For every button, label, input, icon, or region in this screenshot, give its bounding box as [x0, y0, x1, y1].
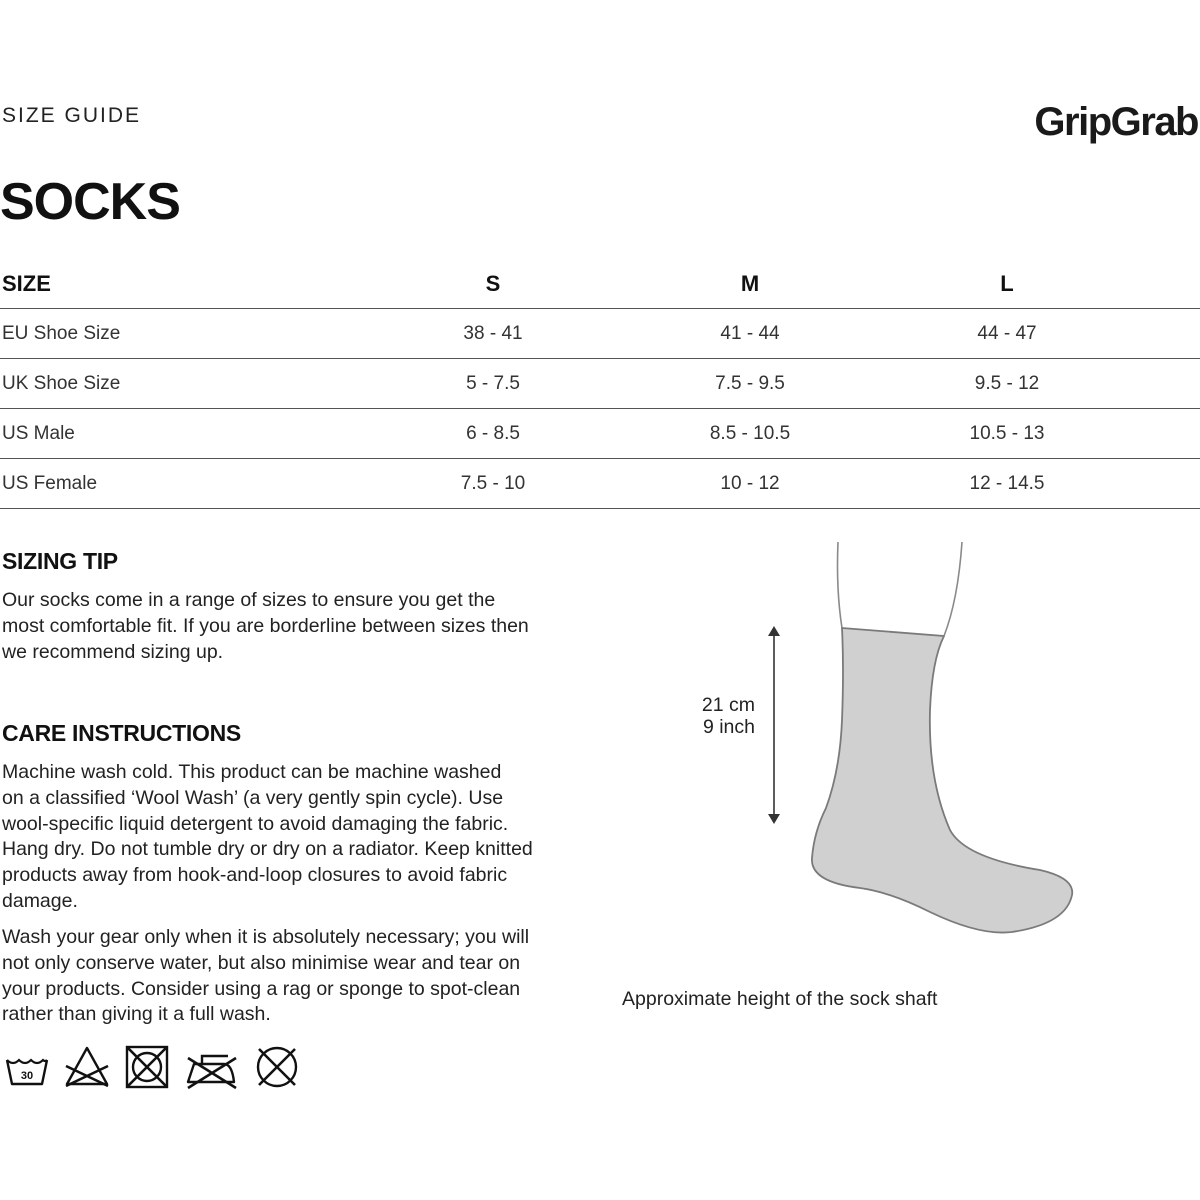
leg-outline-back	[838, 542, 843, 628]
leg-outline-front	[944, 542, 962, 636]
table-cell: 5 - 7.5	[367, 359, 619, 409]
table-cell: 6 - 8.5	[367, 409, 619, 459]
table-spacer	[1133, 359, 1200, 409]
text-line: products away from hook-and-loop closures to avoid fabric	[2, 864, 508, 887]
table-row	[0, 459, 1200, 509]
sock-illustration	[780, 540, 1090, 940]
table-cell: 12 - 14.5	[881, 459, 1133, 509]
do-not-dry-clean-icon	[254, 1044, 300, 1090]
table-cell: 8.5 - 10.5	[619, 409, 881, 459]
care-paragraph-2	[2, 925, 592, 1028]
size-guide-label: SIZE GUIDE	[2, 104, 142, 127]
table-spacer	[1133, 459, 1200, 509]
row-label: UK Shoe Size	[0, 359, 367, 409]
measurement-inch: 9 inch	[702, 716, 755, 738]
size-table	[0, 259, 1200, 509]
illustration-caption: Approximate height of the sock shaft	[622, 988, 938, 1010]
text-line: your products. Consider using a rag or sponge to spot-clean	[2, 977, 521, 1000]
table-spacer	[1133, 409, 1200, 459]
table-cell: 7.5 - 9.5	[619, 359, 881, 409]
table-cell: 38 - 41	[367, 309, 619, 359]
table-row	[0, 309, 1200, 359]
text-line: we recommend sizing up.	[2, 640, 224, 663]
table-row	[0, 359, 1200, 409]
height-arrow-icon	[762, 624, 786, 826]
care-paragraph-1	[2, 760, 592, 915]
text-line: rather than giving it a full wash.	[2, 1003, 271, 1026]
column-header-size: SIZE	[0, 259, 367, 309]
table-row	[0, 409, 1200, 459]
text-line: damage.	[2, 889, 78, 912]
text-line: not only conserve water, but also minimise wear and tear on	[2, 951, 521, 974]
sizing-tip-heading: SIZING TIP	[2, 548, 118, 574]
text-line: most comfortable fit. If you are borderline between sizes then	[2, 614, 529, 637]
sock-shape	[812, 628, 1072, 933]
table-cell: 10.5 - 13	[881, 409, 1133, 459]
text-line: Wash your gear only when it is absolutely necessary; you will	[2, 926, 530, 948]
table-cell: 44 - 47	[881, 309, 1133, 359]
column-header-s: S	[367, 259, 619, 309]
text-line: Machine wash cold. This product can be machine washed	[2, 761, 502, 783]
do-not-iron-icon	[184, 1044, 240, 1090]
table-header-row	[0, 259, 1200, 309]
text-line: Our socks come in a range of sizes to ensure you get the	[2, 589, 496, 611]
text-line: on a classified ‘Wool Wash’ (a very gently spin cycle). Use	[2, 786, 504, 809]
column-header-l: L	[881, 259, 1133, 309]
text-line: Hang dry. Do not tumble dry or dry on a radiator. Keep knitted	[2, 838, 533, 861]
table-cell: 41 - 44	[619, 309, 881, 359]
do-not-bleach-icon	[64, 1044, 110, 1090]
care-instructions-heading: CARE INSTRUCTIONS	[2, 720, 241, 746]
table-cell: 10 - 12	[619, 459, 881, 509]
text-line: wool-specific liquid detergent to avoid damaging the fabric.	[2, 812, 509, 835]
row-label: EU Shoe Size	[0, 309, 367, 359]
brand-logo: GripGrab	[1034, 100, 1198, 144]
page-title: SOCKS	[0, 173, 180, 231]
column-header-spacer	[1133, 259, 1200, 309]
do-not-tumble-dry-icon	[124, 1044, 170, 1090]
wash-30-icon	[4, 1044, 50, 1090]
row-label: US Female	[0, 459, 367, 509]
table-spacer	[1133, 309, 1200, 359]
column-header-m: M	[619, 259, 881, 309]
table-cell: 7.5 - 10	[367, 459, 619, 509]
table-cell: 9.5 - 12	[881, 359, 1133, 409]
wash-temperature: 30	[20, 1070, 34, 1082]
measurement-cm: 21 cm	[701, 694, 755, 716]
care-icons-row	[4, 1044, 300, 1090]
row-label: US Male	[0, 409, 367, 459]
sizing-tip-text	[2, 588, 592, 665]
